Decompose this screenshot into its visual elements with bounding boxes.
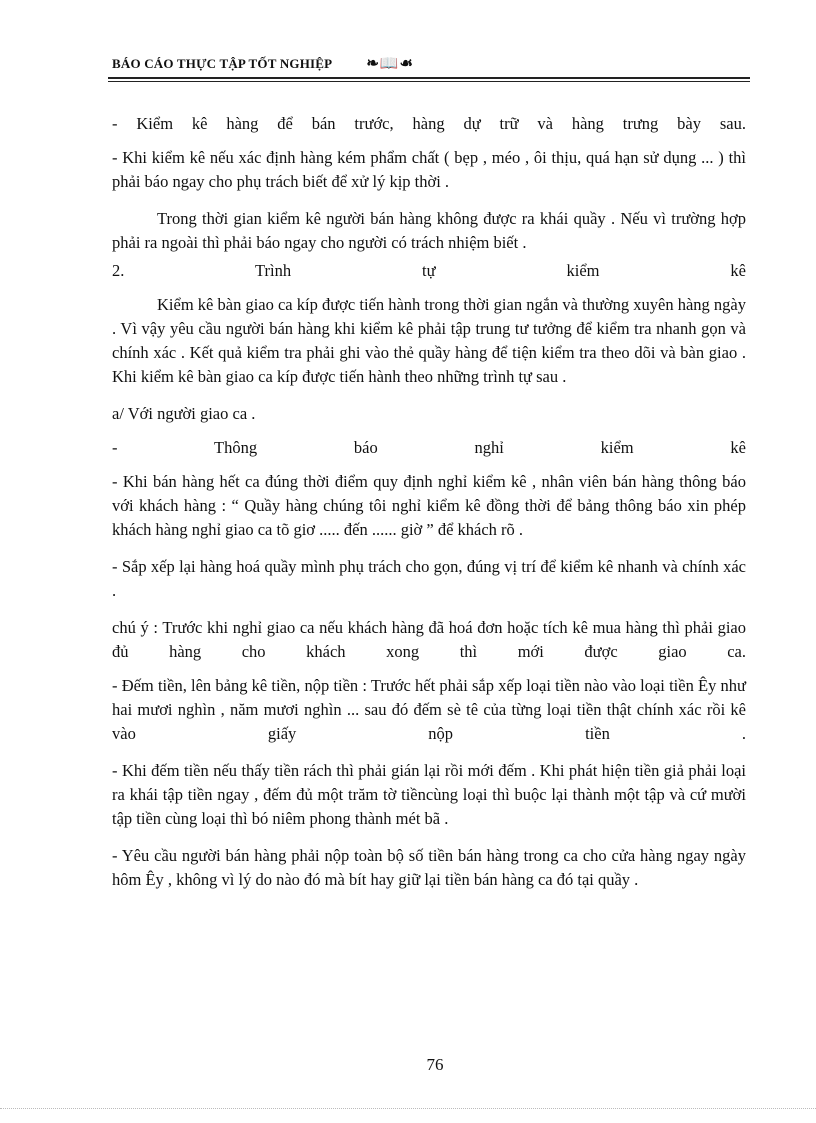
list-item: - Đếm tiền, lên bảng kê tiền, nộp tiền : Trước hết phải sắp xếp loại tiền nào vào loại tiền Êy như hai mươi nghìn , năm mươi nghìn ... sau đó đếm sè tê của từng loại tiền thật chính xác rồi kê vào giấy nộp tiền .: [112, 676, 746, 743]
paragraph: - Khi kiểm kê nếu xác định hàng kém phẩm chất ( bẹp , méo , ôi thịu, quá hạn sử dụng ... ) thì phải báo ngay cho phụ trách biết để xử lý kịp thời .: [112, 148, 746, 191]
paragraph: Trong thời gian kiểm kê người bán hàng không được ra khái quầy . Nếu vì trường hợp phải ra ngoài thì phải báo ngay cho người có trách nhiệm biết .: [112, 209, 746, 252]
footer-dotted-line: [0, 1108, 816, 1109]
header-rule-thin: [108, 81, 750, 82]
book-ornament-icon: ❧📖☙: [366, 56, 415, 72]
list-item: - Khi đếm tiền nếu thấy tiền rách thì phải gián lại rồi mới đếm . Khi phát hiện tiền giả phải loại ra khái tập tiền ngay , đếm đủ một trăm tờ tiềncùng loại thì buộc lại thành một tập và cứ mười tập tiền cùng loại thì bó niêm phong thành mét bã .: [112, 761, 746, 828]
list-item: - Thông báo nghỉ kiểm kê: [112, 438, 746, 457]
list-item: - Yêu cầu người bán hàng phải nộp toàn bộ số tiền bán hàng trong ca cho cửa hàng ngay ngày hôm Êy , không vì lý do nào đó mà bít hay giữ lại tiền bán hàng ca đó tại quầy .: [112, 846, 746, 889]
document-body: [112, 112, 746, 892]
paragraph: - Kiểm kê hàng để bán trước, hàng dự trữ và hàng trưng bày sau.: [112, 114, 746, 133]
header-rule-thick: [108, 77, 750, 79]
header-title: BÁO CÁO THỰC TẬP TỐT NGHIỆP: [112, 55, 333, 71]
page-header: [112, 54, 748, 73]
list-item: - Sắp xếp lại hàng hoá quầy mình phụ trách cho gọn, đúng vị trí để kiểm kê nhanh và chính xác .: [112, 557, 746, 600]
page-number: 76: [426, 1055, 444, 1074]
list-item: - Khi bán hàng hết ca đúng thời điểm quy định nghỉ kiểm kê , nhân viên bán hàng thông báo với khách hàng : “ Quầy hàng chúng tôi nghỉ kiểm kê đồng thời để bảng thông báo xin phép khách hàng nghỉ giao ca tõ giơ ..... đến ...... giờ ” để khách rõ .: [112, 472, 746, 539]
paragraph: Kiểm kê bàn giao ca kíp được tiến hành trong thời gian ngắn và thường xuyên hàng ngày . Vì vậy yêu cầu người bán hàng khi kiểm kê phải tập trung tư tưởng để kiểm tra nhanh gọn và chính xác . Kết quả kiểm tra phải ghi vào thẻ quầy hàng để tiện kiểm tra theo dõi và bàn giao . Khi kiểm kê bàn giao ca kíp được tiến hành theo những trình tự sau .: [112, 295, 746, 386]
subheading: a/ Với người giao ca .: [112, 404, 256, 423]
section-heading: 2. Trình tự kiểm kê: [112, 261, 746, 280]
note-paragraph: chú ý : Trước khi nghỉ giao ca nếu khách hàng đã hoá đơn hoặc tích kê mua hàng thì phải giao đủ hàng cho khách xong thì mới được giao ca.: [112, 618, 746, 661]
